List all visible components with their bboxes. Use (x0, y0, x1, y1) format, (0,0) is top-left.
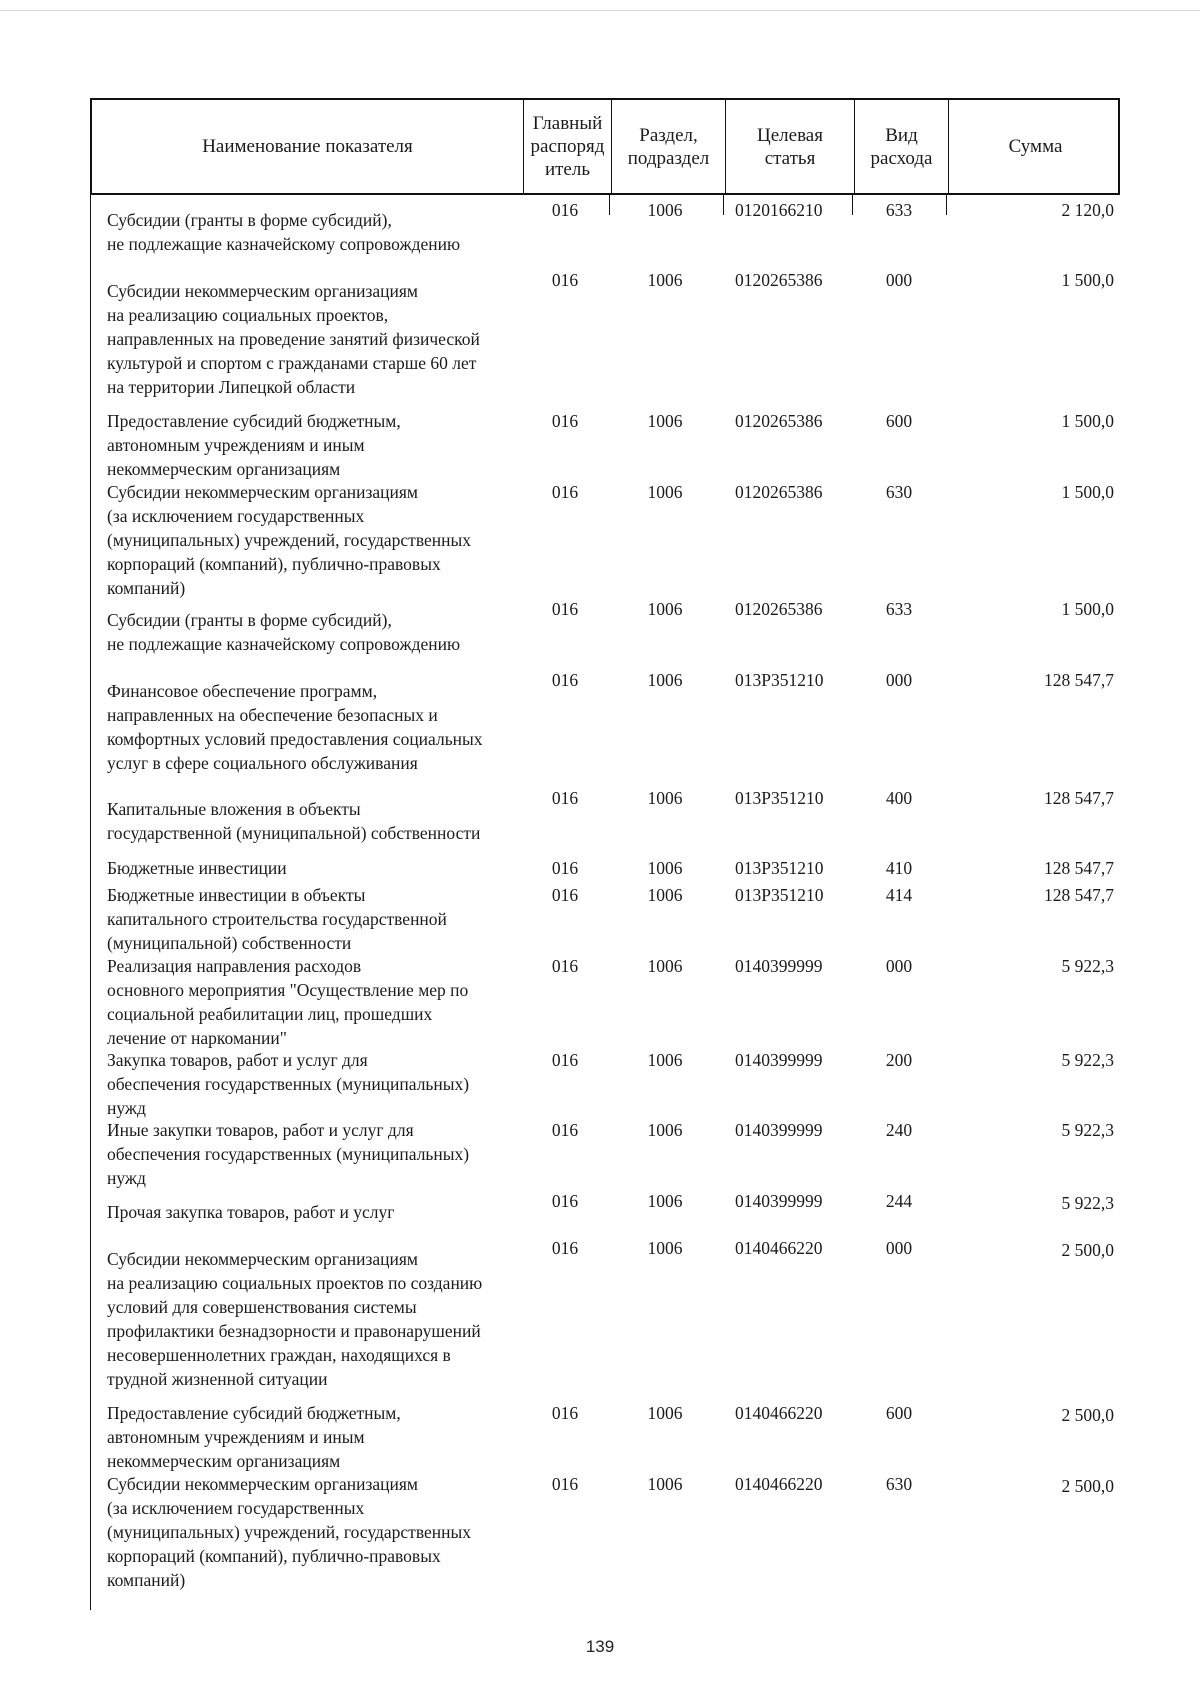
row-vid: 630 (885, 482, 913, 502)
row-summa: 128 547,7 (1044, 670, 1114, 690)
row-name: Субсидии некоммерческим организациям (за исключением государственных (муниципальных) учреждений, государственных корпораций (компаний), публично-правовых компаний) (107, 1474, 471, 1590)
row-name: Субсидии некоммерческим организациям (за исключением государственных (муниципальных) учреждений, государственных корпораций (компаний), публично-правовых компаний) (107, 482, 471, 598)
row-name: Субсидии некоммерческим организациям на реализацию социальных проектов, направленных на проведение занятий физической культурой и спортом с гражданами старше 60 лет на территории Липецкой области (107, 281, 480, 397)
row-razdel: 1006 (647, 885, 683, 905)
row-razdel: 1006 (647, 788, 683, 808)
row-tselevaya: 0120166210 (735, 200, 823, 220)
row-glavny: 016 (551, 1403, 579, 1423)
row-tselevaya: 0120265386 (735, 599, 823, 619)
row-glavny: 016 (551, 411, 579, 431)
row-glavny: 016 (551, 1191, 579, 1211)
row-razdel: 1006 (647, 1238, 683, 1258)
row-razdel: 1006 (647, 270, 683, 290)
row-glavny: 016 (551, 956, 579, 976)
row-razdel: 1006 (647, 1050, 683, 1070)
row-vid: 244 (885, 1191, 913, 1211)
header-tselevaya: Целевая статья (725, 100, 854, 193)
row-name: Капитальные вложения в объекты государственной (муниципальной) собственности (107, 799, 481, 843)
row-razdel: 1006 (647, 1403, 683, 1423)
row-razdel: 1006 (647, 411, 683, 431)
row-name: Бюджетные инвестиции в объекты капитального строительства государственной (муниципальной) собственности (107, 885, 447, 953)
row-vid: 400 (885, 788, 913, 808)
row-tselevaya: 0140399999 (735, 1050, 823, 1070)
row-name: Бюджетные инвестиции (107, 858, 287, 878)
row-vid: 414 (885, 885, 913, 905)
row-glavny: 016 (551, 200, 579, 220)
row-glavny: 016 (551, 599, 579, 619)
row-tselevaya: 013P351210 (735, 858, 824, 878)
row-glavny: 016 (551, 482, 579, 502)
row-razdel: 1006 (647, 482, 683, 502)
row-glavny: 016 (551, 1120, 579, 1140)
row-summa: 2 120,0 (1061, 200, 1114, 220)
row-summa: 1 500,0 (1061, 270, 1114, 290)
row-razdel: 1006 (647, 200, 683, 220)
row-vid: 000 (885, 956, 913, 976)
row-name: Реализация направления расходов основного мероприятия "Осуществление мер по социальной реабилитации лиц, прошедших лечение от наркомании" (107, 956, 469, 1048)
row-vid: 000 (885, 1238, 913, 1258)
row-glavny: 016 (551, 1050, 579, 1070)
row-razdel: 1006 (647, 599, 683, 619)
row-tselevaya: 0140466220 (735, 1403, 823, 1423)
row-tselevaya: 013P351210 (735, 670, 824, 690)
row-razdel: 1006 (647, 1474, 683, 1494)
row-tselevaya: 0120265386 (735, 411, 823, 431)
row-summa: 128 547,7 (1044, 788, 1114, 808)
row-razdel: 1006 (647, 858, 683, 878)
row-glavny: 016 (551, 270, 579, 290)
row-summa: 128 547,7 (1044, 885, 1114, 905)
row-vid: 630 (885, 1474, 913, 1494)
header-summa: Сумма (948, 100, 1122, 193)
row-vid: 633 (885, 599, 913, 619)
row-razdel: 1006 (647, 1120, 683, 1140)
row-summa: 2 500,0 (1061, 1240, 1114, 1260)
row-summa: 2 500,0 (1061, 1405, 1114, 1425)
row-tselevaya: 0120265386 (735, 482, 823, 502)
row-vid: 200 (885, 1050, 913, 1070)
row-summa: 1 500,0 (1061, 482, 1114, 502)
row-razdel: 1006 (647, 1191, 683, 1211)
row-tselevaya: 0140466220 (735, 1474, 823, 1494)
page-number: 139 (585, 1637, 615, 1656)
row-vid: 240 (885, 1120, 913, 1140)
row-tselevaya: 013P351210 (735, 885, 824, 905)
row-name: Финансовое обеспечение программ, направленных на обеспечение безопасных и комфортных условий предоставления социальных услуг в сфере социального обслуживания (107, 681, 483, 773)
row-tselevaya: 0120265386 (735, 270, 823, 290)
row-tselevaya: 013P351210 (735, 788, 824, 808)
header-glavny: Главный распоряд итель (523, 100, 611, 193)
header-razdel: Раздел, подраздел (611, 100, 725, 193)
row-tselevaya: 0140399999 (735, 1191, 823, 1211)
row-name: Иные закупки товаров, работ и услуг для обеспечения государственных (муниципальных) нужд (107, 1120, 470, 1188)
row-name: Закупка товаров, работ и услуг для обеспечения государственных (муниципальных) нужд (107, 1050, 470, 1118)
row-name: Предоставление субсидий бюджетным, автономным учреждениям и иным некоммерческим организациям (107, 411, 401, 479)
row-glavny: 016 (551, 885, 579, 905)
row-vid: 600 (885, 411, 913, 431)
row-summa: 1 500,0 (1061, 599, 1114, 619)
row-glavny: 016 (551, 788, 579, 808)
row-name: Предоставление субсидий бюджетным, автономным учреждениям и иным некоммерческим организациям (107, 1403, 401, 1471)
row-summa: 5 922,3 (1061, 1050, 1114, 1070)
row-vid: 000 (885, 670, 913, 690)
row-tselevaya: 0140399999 (735, 1120, 823, 1140)
row-tselevaya: 0140399999 (735, 956, 823, 976)
row-summa: 5 922,3 (1061, 956, 1114, 976)
row-summa: 128 547,7 (1044, 858, 1114, 878)
header-vid: Вид расхода (854, 100, 948, 193)
row-tselevaya: 0140466220 (735, 1238, 823, 1258)
row-name: Субсидии (гранты в форме субсидий), не подлежащие казначейскому сопровождению (107, 610, 461, 654)
row-name: Прочая закупка товаров, работ и услуг (107, 1202, 395, 1222)
row-razdel: 1006 (647, 670, 683, 690)
row-summa: 5 922,3 (1061, 1120, 1114, 1140)
row-summa: 1 500,0 (1061, 411, 1114, 431)
row-vid: 000 (885, 270, 913, 290)
header-name: Наименование показателя (202, 136, 413, 157)
row-name: Субсидии (гранты в форме субсидий), не подлежащие казначейскому сопровождению (107, 210, 461, 254)
row-razdel: 1006 (647, 956, 683, 976)
row-glavny: 016 (551, 1238, 579, 1258)
row-glavny: 016 (551, 1474, 579, 1494)
row-vid: 410 (885, 858, 913, 878)
row-summa: 5 922,3 (1061, 1193, 1114, 1213)
row-glavny: 016 (551, 858, 579, 878)
row-vid: 600 (885, 1403, 913, 1423)
row-name: Субсидии некоммерческим организациям на реализацию социальных проектов по созданию условий для совершенствования системы профилактики безнадзорности и правонарушений несовершеннолетних граждан, находящихся в трудной жизненной ситуации (107, 1249, 483, 1389)
row-summa: 2 500,0 (1061, 1476, 1114, 1496)
row-vid: 633 (885, 200, 913, 220)
row-glavny: 016 (551, 670, 579, 690)
